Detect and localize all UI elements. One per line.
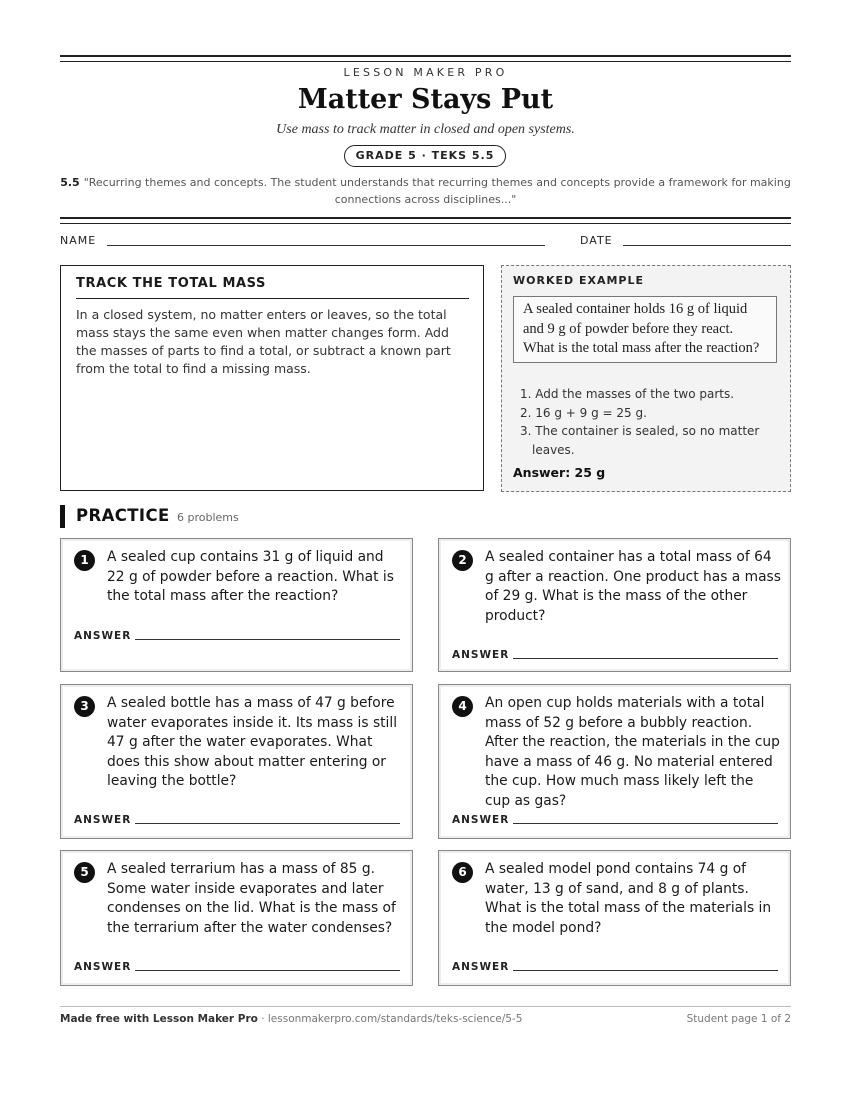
worked-step: 2. 16 g + 9 g = 25 g. (520, 405, 647, 420)
concept-box (60, 265, 484, 491)
standard-code: 5.5 (60, 176, 80, 189)
footer-page-number: Student page 1 of 2 (686, 1013, 791, 1025)
worked-step: 3. The container is sealed, so no matter leaves. (520, 424, 760, 457)
footer-rule (60, 1006, 791, 1007)
concept-text: In a closed system, no matter enters or leaves, so the total mass stays the same even when matter changes form. Add the masses of parts to find a total, or subtract a known part from the total to find a missing mass. (76, 307, 451, 376)
problem-text: A sealed container has a total mass of 64 g after a reaction. One product has a mass of 29 g. What is the mass of the other product? (485, 549, 781, 624)
footer-credit (60, 1013, 522, 1025)
problem-text: A sealed cup contains 31 g of liquid and 22 g of powder before a reaction. What is the total mass after the reaction? (107, 549, 394, 604)
problem-text: A sealed bottle has a mass of 47 g before water evaporates inside it. Its mass is still 47 g after the water evaporates. What does this show about matter entering or leaving the bottle? (107, 695, 398, 789)
answer-field[interactable] (135, 970, 400, 971)
answer-field[interactable] (513, 658, 778, 659)
footer-url[interactable]: · lessonmakerpro.com/standards/teks-science/5-5 (257, 1013, 523, 1025)
worked-step: 1. Add the masses of the two parts. (520, 387, 735, 401)
problem-card-3 (60, 684, 413, 839)
problem-card-5 (60, 850, 413, 986)
practice-count: 6 problems (177, 511, 239, 524)
answer-field[interactable] (513, 970, 778, 971)
standard-description (60, 174, 791, 208)
worked-example-box (501, 265, 791, 492)
problem-number-badge: 3 (74, 696, 95, 717)
name-label: NAME (60, 234, 97, 247)
answer-field[interactable] (135, 823, 400, 824)
name-field[interactable] (107, 245, 545, 246)
standard-text: "Recurring themes and concepts. The student understands that recurring themes and concepts provide a framework for making connections across disciplines..." (83, 176, 791, 206)
date-label: DATE (580, 234, 613, 247)
problem-text: A sealed model pond contains 74 g of water, 13 g of sand, and 8 g of plants. What is the total mass of the materials in the model pond? (485, 861, 772, 936)
worked-example-answer: Answer: 25 g (513, 465, 606, 480)
problem-number-badge: 6 (452, 862, 473, 883)
footer-made-with: Made free with Lesson Maker Pro (60, 1013, 258, 1025)
problem-card-2 (438, 538, 791, 672)
answer-label: ANSWER (74, 814, 132, 826)
problem-number-badge: 5 (74, 862, 95, 883)
grade-badge: GRADE 5 · TEKS 5.5 (344, 145, 506, 167)
worked-example-question: A sealed container holds 16 g of liquid and 9 g of powder before they react. What is the total mass after the reaction? (513, 296, 777, 363)
answer-label: ANSWER (452, 814, 510, 826)
problem-number-badge: 2 (452, 550, 473, 571)
page-title: Matter Stays Put (297, 84, 554, 115)
brand-name: LESSON MAKER PRO (343, 66, 508, 79)
answer-label: ANSWER (452, 961, 510, 973)
problem-card-1 (60, 538, 413, 672)
answer-label: ANSWER (74, 961, 132, 973)
practice-title: PRACTICE (76, 506, 170, 525)
worked-example-steps (513, 385, 783, 459)
problem-card-4 (438, 684, 791, 839)
answer-field[interactable] (513, 823, 778, 824)
problem-number-badge: 4 (452, 696, 473, 717)
header-bottom-rule (60, 217, 791, 224)
problem-text: An open cup holds materials with a total mass of 52 g before a bubbly reaction. After the reaction, the materials in the cup have a mass of 46 g. No material entered the cup. How much mass likely left the cup as gas? (485, 695, 780, 809)
date-field[interactable] (623, 245, 791, 246)
answer-field[interactable] (135, 639, 400, 640)
problem-number-badge: 1 (74, 550, 95, 571)
concept-title: TRACK THE TOTAL MASS (76, 276, 469, 299)
worksheet-page (60, 0, 791, 1100)
answer-label: ANSWER (74, 630, 132, 642)
worked-example-title: WORKED EXAMPLE (513, 274, 644, 287)
answer-label: ANSWER (452, 649, 510, 661)
practice-accent-bar (60, 505, 65, 528)
problem-card-6 (438, 850, 791, 986)
problem-text: A sealed terrarium has a mass of 85 g. Some water inside evaporates and later condenses on the lid. What is the mass of the terrarium after the water condenses? (107, 861, 396, 936)
page-subtitle: Use mass to track matter in closed and open systems. (276, 122, 575, 137)
header-top-rule (60, 55, 791, 62)
